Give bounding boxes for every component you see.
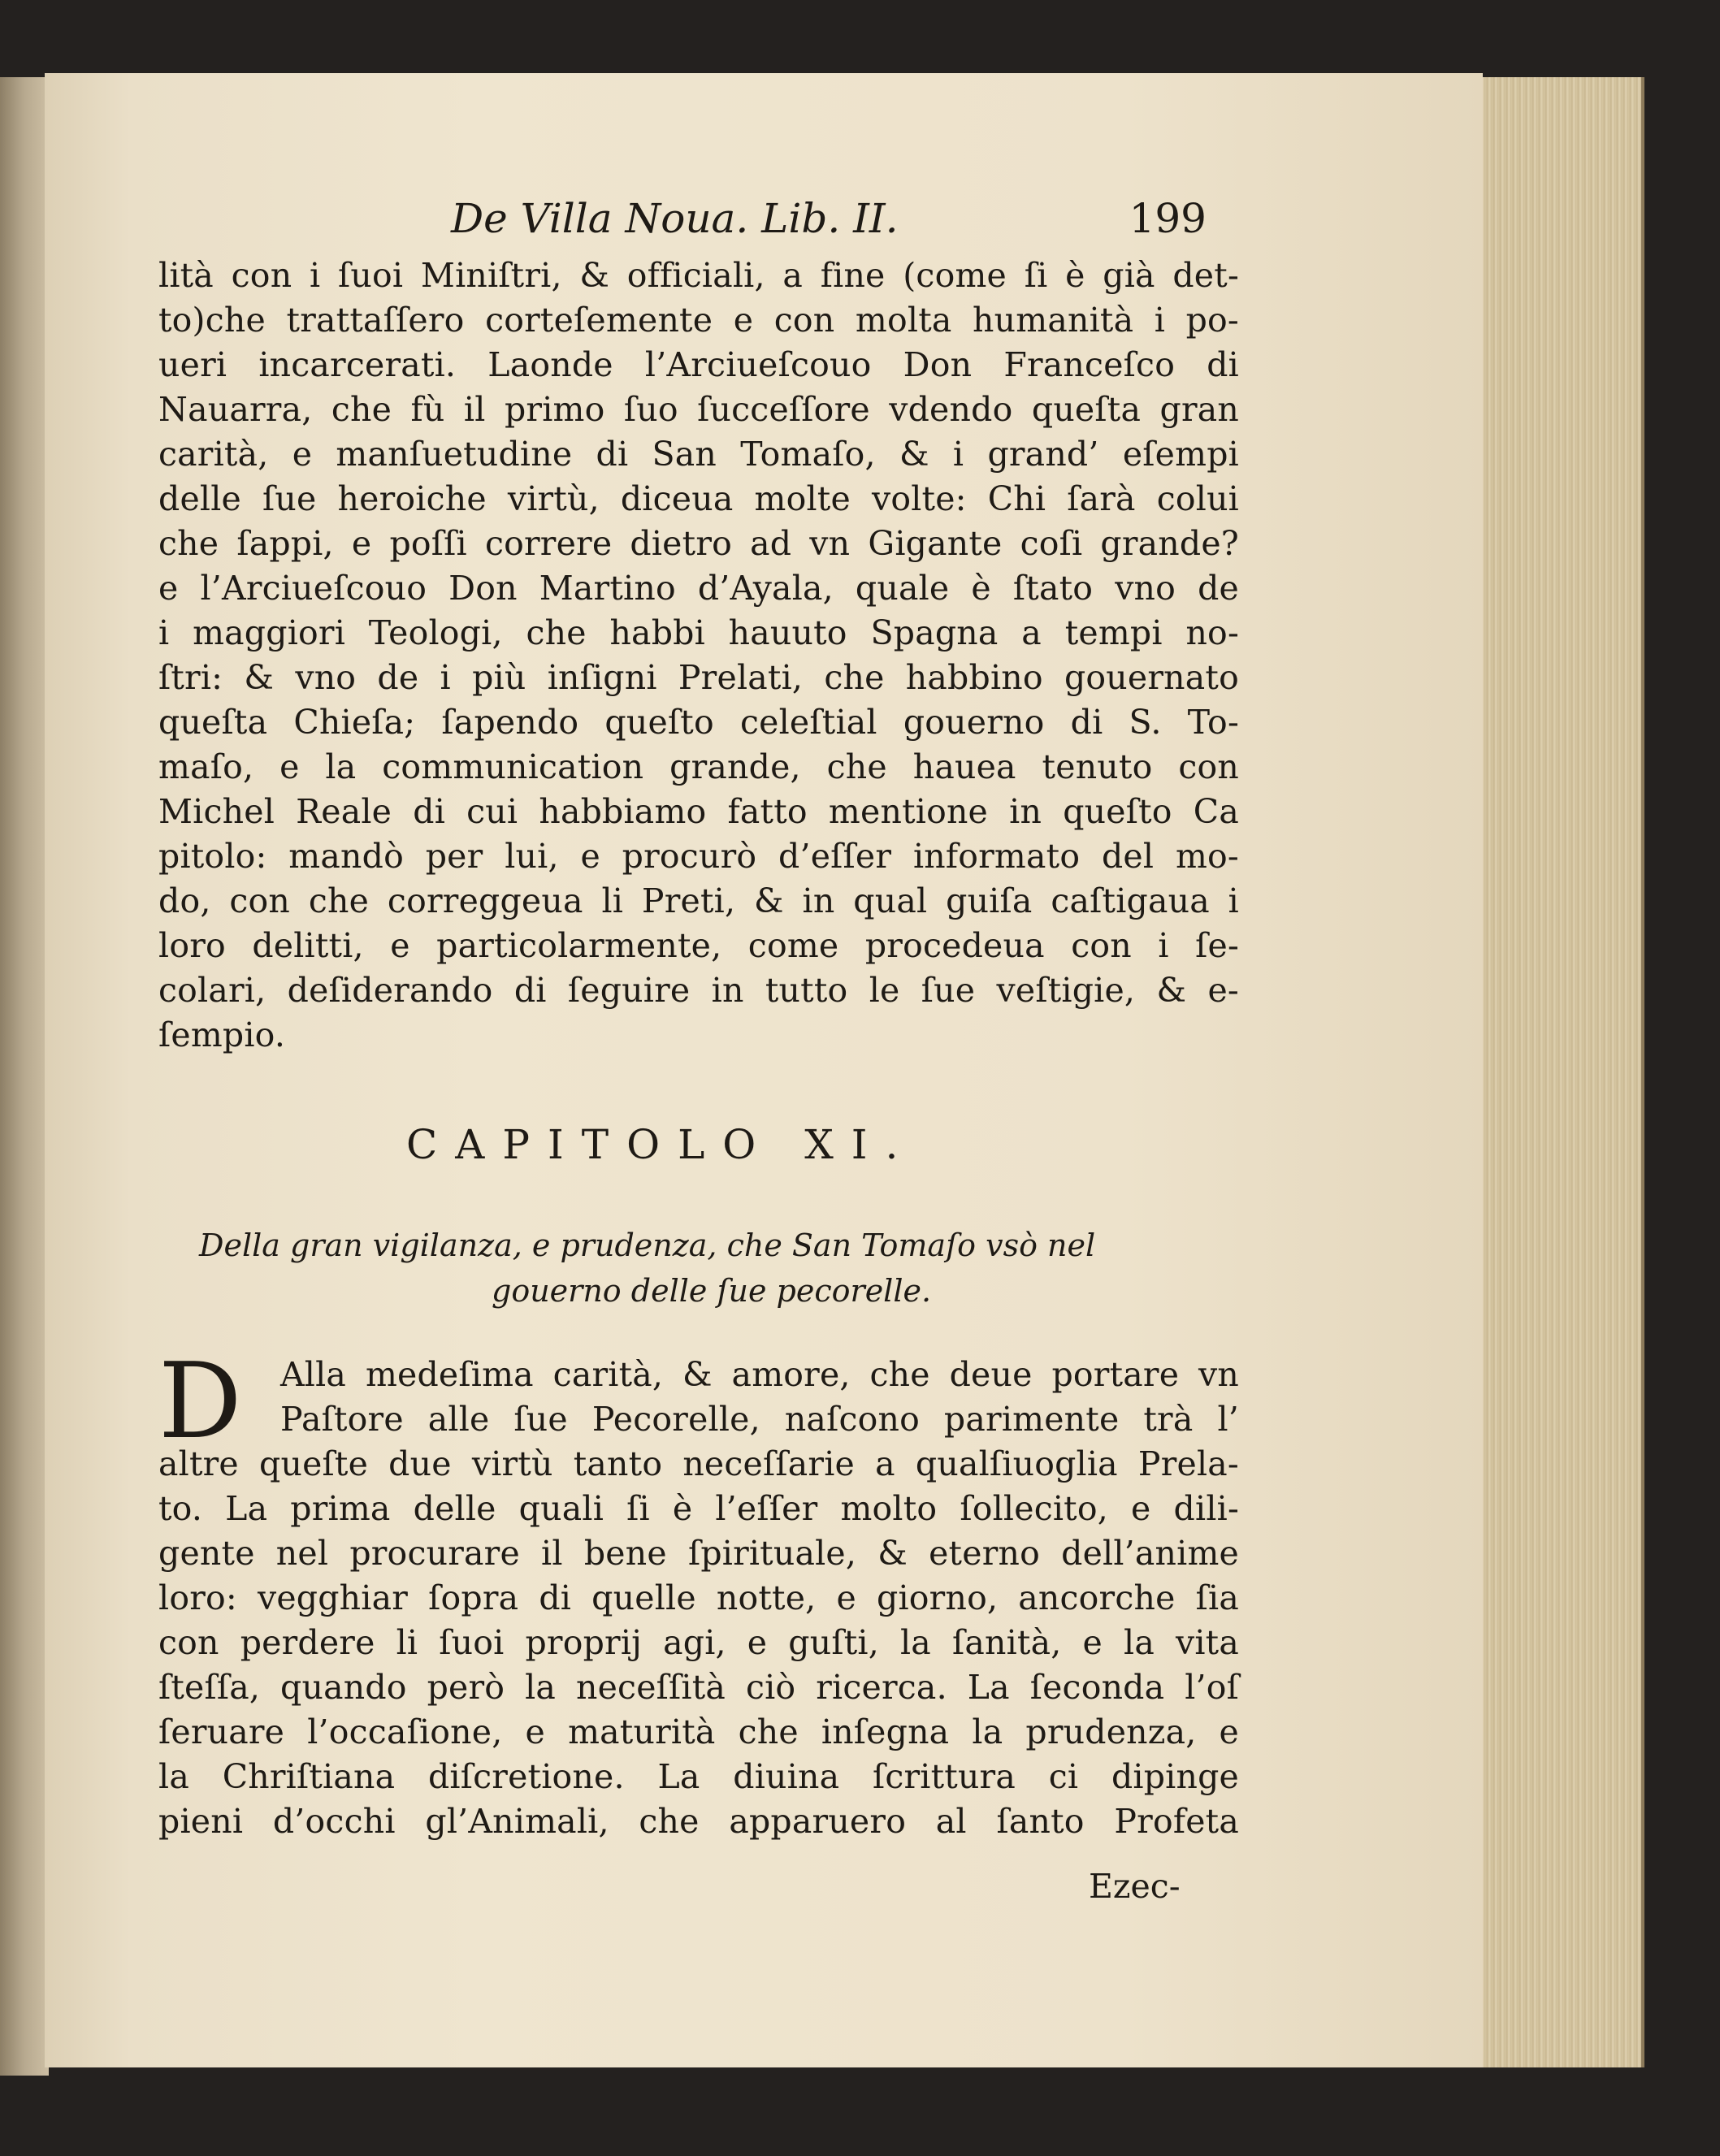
text-line: colari, deſiderando di ſeguire in tutto le ſue veſtigie, & e-: [158, 971, 1239, 1010]
chapter-paragraph: [158, 1341, 1239, 1844]
paragraph-continued: [158, 253, 1239, 1058]
text-line: queſta Chieſa; ſapendo queſto celeſtial gouerno di S. To-: [158, 703, 1239, 742]
chapter-heading: CAPITOLO XI.: [406, 1121, 916, 1168]
text-line: delle ſue heroiche virtù, diceua molte volte: Chi ſarà colui: [158, 479, 1239, 518]
left-page-edge: [0, 77, 49, 2076]
chapter-subtitle-line: Della gran vigilanza, e prudenza, che San Tomaſo vsò nel: [199, 1227, 1096, 1263]
text-line: ueri incarcerati. Laonde l’Arciueſcouo Don Franceſco di: [158, 345, 1239, 384]
chapter-subtitle: [199, 1223, 1239, 1314]
page-fore-edge: [1479, 77, 1644, 2067]
text-line: to)che trattaſſero corteſemente e con molta humanità i po-: [158, 301, 1239, 340]
text-line: pitolo: mandò per lui, e procurò d’eſſer informato del mo-: [158, 837, 1239, 876]
text-line: do, con che correggeua li Preti, & in qual guiſa caſtigaua i: [158, 881, 1239, 920]
text-line: loro delitti, e particolarmente, come procedeua con i ſe-: [158, 926, 1239, 965]
text-line: con perdere li ſuoi proprij agi, e guſti, la ſanità, e la vita: [158, 1623, 1239, 1662]
text-line: la Chriſtiana diſcretione. La diuina ſcrittura ci dipinge: [158, 1757, 1239, 1796]
text-line: to. La prima delle quali ſi è l’eſſer molto ſollecito, e dili-: [158, 1489, 1239, 1528]
text-line: maſo, e la communication grande, che hauea tenuto con: [158, 747, 1239, 786]
text-line: ſteſſa, quando però la neceſſità ciò ricerca. La ſeconda l’oſ: [158, 1668, 1239, 1707]
chapter-subtitle-line: gouerno delle ſue pecorelle.: [492, 1273, 932, 1309]
running-head-title: De Villa Noua. Lib. II.: [451, 195, 899, 242]
text-line: Paſtore alle ſue Pecorelle, naſcono parimente trà l’: [280, 1400, 1239, 1439]
text-line: pieni d’occhi gl’Animali, che apparuero al ſanto Profeta: [158, 1802, 1239, 1841]
text-line: che ſappi, e poſſi correre dietro ad vn Gigante coſi grande?: [158, 524, 1239, 563]
text-line: Michel Reale di cui habbiamo fatto mentione in queſto Ca: [158, 792, 1239, 831]
catchword: Ezec-: [1089, 1867, 1181, 1906]
drop-cap: D: [158, 1341, 242, 1462]
text-line: ſempio.: [158, 1015, 286, 1054]
text-line: gente nel procurare il bene ſpirituale, & eterno dell’anime: [158, 1534, 1239, 1573]
text-line: ſtri: & vno de i più inſigni Prelati, che habbino gouernato: [158, 658, 1239, 697]
text-line: altre queſte due virtù tanto neceſſarie a qualſiuoglia Prela-: [158, 1444, 1239, 1483]
text-line: Alla medeſima carità, & amore, che deue portare vn: [280, 1355, 1239, 1394]
text-line: Nauarra, che fù il primo ſuo ſucceſſore vdendo queſta gran: [158, 390, 1239, 429]
text-line: e l’Arciueſcouo Don Martino d’Ayala, quale è ſtato vno de: [158, 569, 1239, 608]
text-line: carità, e manſuetudine di San Tomaſo, & i grand’ eſempi: [158, 435, 1239, 474]
text-line: i maggiori Teologi, che habbi hauuto Spagna a tempi no-: [158, 613, 1239, 652]
page-number: 199: [1129, 195, 1207, 242]
text-line: ſeruare l’occaſione, e maturità che inſegna la prudenza, e: [158, 1712, 1239, 1751]
text-line: lità con i ſuoi Miniſtri, & officiali, a fine (come ſi è già det-: [158, 256, 1239, 295]
text-line: loro: vegghiar ſopra di quelle notte, e giorno, ancorche ſia: [158, 1578, 1239, 1617]
running-head: [451, 195, 1207, 252]
